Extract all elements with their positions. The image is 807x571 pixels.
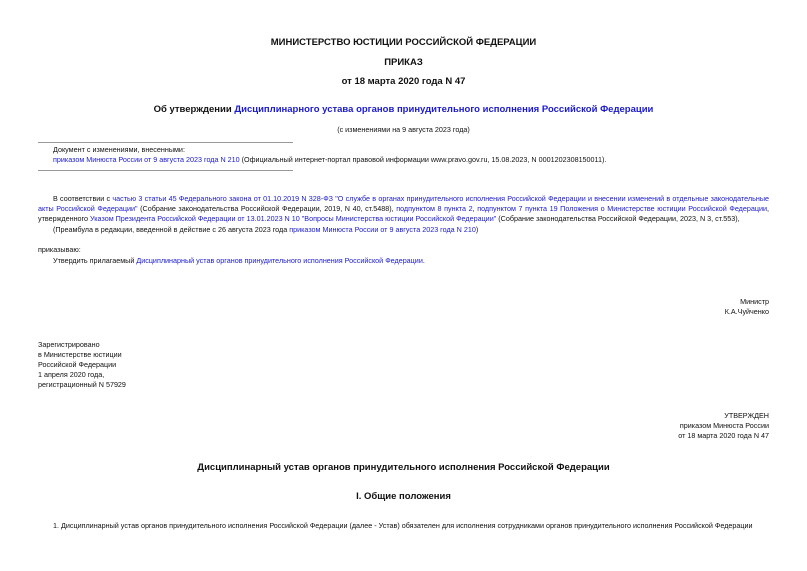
divider-bottom bbox=[38, 170, 293, 171]
document-type: ПРИКАЗ bbox=[384, 57, 423, 68]
registration-line-4: 1 апреля 2020 года, bbox=[38, 370, 105, 379]
approved-block bbox=[500, 411, 769, 441]
registration-line-5: регистрационный N 57929 bbox=[38, 380, 126, 389]
preamble-text-1: В соответствии с bbox=[53, 194, 113, 203]
ministry-heading: МИНИСТЕРСТВО ЮСТИЦИИ РОССИЙСКОЙ ФЕДЕРАЦИИ bbox=[270, 37, 537, 48]
registration-line-1: Зарегистрировано bbox=[38, 340, 100, 349]
preamble-note-link[interactable]: приказом Минюста России от 9 августа 2023 года N 210 bbox=[289, 225, 476, 234]
amendment-details: (Официальный интернет-портал правовой информации www.pravo.gov.ru, 15.08.2023, N 0001202308150011). bbox=[239, 155, 607, 164]
approved-line-3: от 18 марта 2020 года N 47 bbox=[678, 431, 769, 440]
registration-block bbox=[38, 340, 126, 390]
preamble-text-5: (Собрание законодательства Российской Федерации, 2023, N 3, ст.553), bbox=[496, 214, 740, 223]
amendment-link[interactable]: приказом Минюста России от 9 августа 2023 года N 210 bbox=[53, 155, 240, 164]
divider-top bbox=[38, 142, 293, 143]
preamble-note-suffix: ) bbox=[475, 225, 479, 234]
preamble-link-decree[interactable]: Указом Президента Российской Федерации от 13.01.2023 N 10 "Вопросы Министерства юстиции Российской Федерации" bbox=[90, 214, 497, 223]
registration-line-3: Российской Федерации bbox=[38, 360, 117, 369]
approve-prefix: Утвердить прилагаемый bbox=[53, 256, 137, 265]
preamble-text-3: , bbox=[472, 204, 478, 213]
amendments-line bbox=[53, 155, 773, 165]
document-subject bbox=[0, 104, 807, 115]
subject-prefix: Об утверждении bbox=[153, 104, 235, 115]
approve-charter-link[interactable]: Дисциплинарный устав органов принудительного исполнения Российской Федерации bbox=[136, 256, 423, 265]
document-date-number: от 18 марта 2020 года N 47 bbox=[341, 76, 466, 87]
subject-link[interactable]: Дисциплинарного устава органов принудительного исполнения Российской Федерации bbox=[234, 104, 654, 115]
preamble-link-regulation[interactable]: подпунктом 7 пункта 19 Положения о Министерстве юстиции Российской Федерации bbox=[477, 204, 767, 213]
preamble-link-subparagraph-8[interactable]: подпунктом 8 пункта 2 bbox=[396, 204, 473, 213]
changes-note: (с изменениями на 9 августа 2023 года) bbox=[337, 125, 470, 134]
order-approve-line bbox=[53, 256, 769, 266]
preamble-paragraph bbox=[38, 194, 769, 224]
preamble-text-2: (Собрание законодательства Российской Федерации, 2019, N 40, ст.5488), bbox=[137, 204, 397, 213]
preamble-note-prefix: (Преамбула в редакции, введенной в действие с 26 августа 2023 года bbox=[53, 225, 290, 234]
signature-name: К.А.Чуйченко bbox=[724, 307, 769, 316]
charter-title: Дисциплинарный устав органов принудительного исполнения Российской Федерации bbox=[197, 462, 610, 473]
preamble-edition-note bbox=[53, 225, 769, 235]
order-word: приказываю: bbox=[38, 245, 81, 254]
section-heading: I. Общие положения bbox=[356, 491, 451, 502]
charter-paragraph-1: 1. Дисциплинарный устав органов принудительного исполнения Российской Федерации (далее - Устав) обязателен для исполнения сотрудниками органов принудительного исполнения Российской Федерации bbox=[53, 521, 753, 530]
signature-position: Министр bbox=[740, 297, 769, 306]
amendments-intro: Документ с изменениями, внесенными: bbox=[53, 145, 185, 154]
preamble-text-4: , утвержденного bbox=[38, 204, 769, 223]
preamble-link-law[interactable]: частью 3 статьи 45 Федерального закона от 01.10.2019 N 328-ФЗ "О службе в органах принудительного исполнения Российской Федерации и внесении изменений в отдельные законодательные акты Российской Федерации" bbox=[38, 194, 769, 213]
registration-line-2: в Министерстве юстиции bbox=[38, 350, 122, 359]
approve-suffix: . bbox=[422, 256, 425, 265]
approved-line-1: УТВЕРЖДЕН bbox=[724, 411, 769, 420]
approved-line-2: приказом Минюста России bbox=[679, 421, 769, 430]
